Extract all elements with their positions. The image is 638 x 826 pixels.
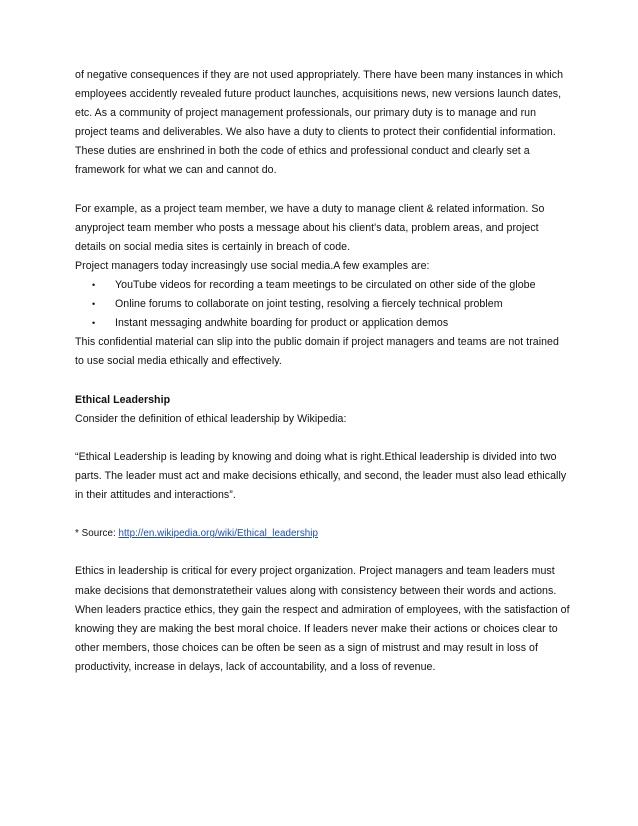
paragraph-spacer <box>75 543 570 562</box>
source-citation <box>75 524 570 543</box>
list-item-text: YouTube videos for recording a team meetings to be circulated on other side of the globe <box>115 279 536 292</box>
section-heading-ethical-leadership: Ethical Leadership <box>75 393 171 406</box>
paragraph-confidential-material: This confidential material can slip into the public domain if project managers and teams are not trained to use social media ethically and effectively. <box>75 336 559 368</box>
document-page <box>75 66 570 677</box>
paragraph-spacer <box>75 181 570 200</box>
paragraph-spacer <box>75 505 570 524</box>
paragraph-examples-intro: Project managers today increasingly use social media.A few examples are: <box>75 259 430 272</box>
source-prefix: * Source: <box>75 528 116 540</box>
paragraph-ethics-in-leadership: Ethics in leadership is critical for every project organization. Project managers and team leaders must make decisions that demonstratetheir values along with consistency between their words and actions. When leaders practice ethics, they gain the respect and admiration of employees, with the satisfaction of knowing they are making the best moral choice. If leaders never make their actions or choices clear to other members, those choices can be often be seen as a sign of mistrust and may result in loss of productivity, increase in delays, lack of accountability, and a loss of revenue. <box>75 565 570 673</box>
paragraph-definition-intro: Consider the definition of ethical leadership by Wikipedia: <box>75 412 347 425</box>
paragraph-wikipedia-quote: “Ethical Leadership is leading by knowing and doing what is right.Ethical leadership is divided into two parts. The leader must act and make decisions ethically, and second, the leader must also lead ethically in their attitudes and interactions”. <box>75 450 567 502</box>
paragraph-spacer <box>75 372 570 391</box>
paragraph-team-member-duty: For example, as a project team member, we have a duty to manage client & related information. So anyproject team member who posts a message about his client's data, problem areas, and project details on social media sites is certainly in breach of code. <box>75 202 545 253</box>
list-item <box>75 276 570 295</box>
list-item-text: Instant messaging andwhite boarding for product or application demos <box>115 317 449 330</box>
source-link[interactable]: http://en.wikipedia.org/wiki/Ethical_leadership <box>118 528 319 540</box>
bullet-icon: • <box>92 280 96 291</box>
list-item <box>75 295 570 314</box>
paragraph-spacer <box>75 429 570 448</box>
list-item <box>75 314 570 333</box>
examples-bullet-list <box>75 276 570 333</box>
paragraph-social-media-consequences: of negative consequences if they are not used appropriately. There have been many instances in which employees accidently revealed future product launches, acquisitions news, new versions launch dates, etc. As a community of project management professionals, our primary duty is to manage and run project teams and deliverables. We also have a duty to clients to protect their confidential information. These duties are enshrined in both the code of ethics and professional conduct and clearly set a framework for what we can and cannot do. <box>75 69 564 177</box>
bullet-icon: • <box>92 299 96 310</box>
bullet-icon: • <box>92 318 96 329</box>
list-item-text: Online forums to collaborate on joint testing, resolving a fiercely technical problem <box>115 298 503 311</box>
